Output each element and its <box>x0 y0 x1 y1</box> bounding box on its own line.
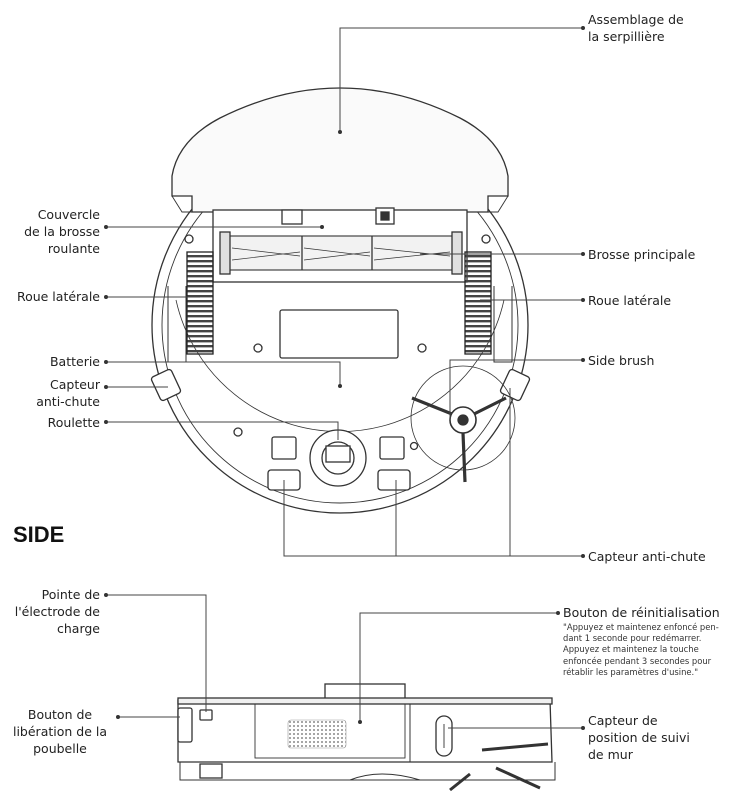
dot <box>581 358 585 362</box>
pad <box>272 437 296 459</box>
label-caster-wheel <box>0 414 100 431</box>
roller-cover-clip-right-inner <box>381 212 389 220</box>
dot <box>581 554 585 558</box>
dot <box>104 295 108 299</box>
mop-assembly-side-right <box>488 196 508 212</box>
label-line: Roulette <box>47 415 100 430</box>
label-cliff-sensor-left <box>0 376 100 410</box>
label-charging-contacts <box>0 586 100 637</box>
dot <box>104 360 108 364</box>
note-line: "Appuyez et maintenez enfoncé pen- <box>563 622 719 632</box>
note-line: dant 1 seconde pour redémarrer. <box>563 633 702 644</box>
mop-assembly-side-left <box>172 196 192 212</box>
dot <box>581 252 585 256</box>
label-mop-assembly <box>588 11 684 45</box>
dot <box>104 593 108 597</box>
dot <box>581 26 585 30</box>
side-brush-core <box>458 415 468 425</box>
robot-side-view <box>178 684 555 790</box>
label-line: Pointe de <box>41 587 100 602</box>
main-brush-end-right <box>452 232 462 274</box>
side-wheel-right <box>465 252 491 354</box>
note-line: enfoncée pendant 3 secondes pour <box>563 655 712 666</box>
label-side-brush <box>588 352 654 369</box>
label-line: Brosse principale <box>588 247 696 262</box>
pad <box>380 437 404 459</box>
side-brush-arm <box>463 433 465 482</box>
caster-wheel-hub <box>326 446 350 462</box>
label-battery <box>0 353 100 370</box>
label-line: position de suivi <box>588 730 690 745</box>
note-line: Appuyez et maintenez la touche <box>563 644 699 655</box>
label-cliff-sensor-bottom <box>588 548 706 565</box>
label-line: Roue latérale <box>16 289 100 304</box>
label-line: Side brush <box>588 353 655 368</box>
robot-bottom-view <box>151 88 531 513</box>
dot <box>556 611 560 615</box>
side-wheel-bump <box>350 774 420 780</box>
cliff-sensor <box>378 470 410 490</box>
label-reset-button <box>563 604 720 621</box>
dot <box>338 130 342 134</box>
battery-cover <box>280 310 398 358</box>
label-side-wheel-left <box>0 288 100 305</box>
section-heading-side: SIDE <box>13 522 65 547</box>
dot <box>581 298 585 302</box>
speaker-grille <box>288 720 346 748</box>
label-line: roulante <box>47 241 100 256</box>
dot <box>104 385 108 389</box>
dot <box>104 420 108 424</box>
label-line: Batterie <box>49 354 100 369</box>
label-main-brush <box>588 246 695 263</box>
note-line: rétablir les paramètres d'usine." <box>563 666 699 677</box>
bin-release-button <box>178 708 192 742</box>
label-line: Bouton de <box>27 707 93 722</box>
label-line: Assemblage de <box>588 12 684 27</box>
label-line: anti-chute <box>36 394 100 409</box>
side-body-shell <box>178 700 552 762</box>
side-top-strip <box>178 698 552 704</box>
label-wall-sensor <box>588 712 690 763</box>
label-line: Couvercle <box>37 207 100 222</box>
label-line: Capteur de <box>588 713 658 728</box>
dot <box>104 225 108 229</box>
label-roller-brush-cover <box>0 206 100 257</box>
dot <box>581 726 585 730</box>
dot <box>320 225 324 229</box>
label-line: charge <box>57 621 100 636</box>
label-line: de la brosse <box>24 224 100 239</box>
label-side-wheel-right <box>588 292 671 309</box>
label-line: Capteur <box>50 377 100 392</box>
side-base <box>180 762 555 780</box>
label-line: libération de la <box>12 724 108 739</box>
label-line: Roue latérale <box>588 293 672 308</box>
label-line: poubelle <box>33 741 87 756</box>
side-wheel-left <box>187 252 213 354</box>
label-line: de mur <box>588 747 633 762</box>
label-line: la serpillière <box>588 29 665 44</box>
label-line: Bouton de réinitialisation <box>563 605 720 620</box>
reset-button-note <box>563 622 719 678</box>
dot <box>338 384 342 388</box>
side-base-foot <box>200 764 222 778</box>
main-brush-end-left <box>220 232 230 274</box>
dot <box>358 720 362 724</box>
leader-charging <box>106 595 206 712</box>
label-line: Capteur anti-chute <box>588 549 706 564</box>
label-line: l'électrode de <box>14 604 100 619</box>
roller-cover-clip-left <box>282 210 302 224</box>
label-bin-release <box>0 706 120 757</box>
